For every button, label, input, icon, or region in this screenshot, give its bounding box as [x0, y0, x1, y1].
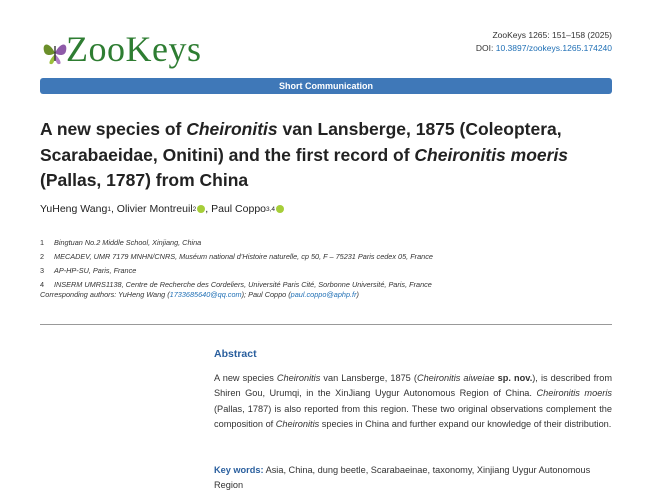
doi-label: DOI:: [475, 43, 494, 53]
journal-meta: [476, 29, 612, 55]
keywords: [214, 463, 612, 494]
affiliation-item: 3 AP-HP-SU, Paris, France: [40, 265, 137, 275]
abstract-text: A new species Cheironitis van Lansberge, 1875 (Cheironitis aiweiae sp. nov.), is described from Shiren Gou, Urumqi, in the XinJiang Uygur Autonomous Region of China. Cheironitis moeris (Pallas, 1787) is also reported from this region. These two original observations complement the composition of Cheironitis species in China and further expand our knowledge of their distribution.: [214, 373, 612, 429]
doi-line: [476, 42, 612, 55]
doi-link[interactable]: 10.3897/zookeys.1265.174240: [495, 43, 612, 53]
affiliations: [40, 235, 433, 292]
author-name[interactable]: Paul Coppo: [211, 203, 266, 215]
author-affil-ref: 1: [107, 205, 111, 213]
affiliation-item: 2 MECADEV, UMR 7179 MNHN/CNRS, Muséum national d’Histoire naturelle, cp 50, F – 75231 Paris cedex 05, France: [40, 251, 433, 261]
abstract-heading: Abstract: [214, 348, 257, 360]
keywords-label: Key words:: [214, 465, 264, 475]
logo-text: ZooKeys: [66, 29, 202, 69]
keywords-text: Asia, China, dung beetle, Scarabaeinae, taxonomy, Xinjiang Uygur Autonomous Region: [214, 465, 591, 491]
author-list: YuHeng Wang 1 , Olivier Montreuil 2 , Paul Coppo 3,4: [40, 203, 284, 215]
affiliation-item: 1 Bingtuan No.2 Middle School, Xinjiang, China: [40, 237, 202, 247]
orcid-icon[interactable]: [197, 205, 205, 213]
email-link[interactable]: paul.coppo@aphp.fr: [290, 290, 357, 299]
author-name[interactable]: YuHeng Wang: [40, 203, 108, 215]
email-link[interactable]: 1733685640@qq.com: [169, 290, 242, 299]
article-title: A new species of Cheironitis van Lansberge, 1875 (Coleoptera, Scarabaeidae, Onitini) and the first record of Cheironitis moeris (Pallas, 1787) from China: [40, 119, 569, 190]
article-type-banner: Short Communication: [40, 78, 612, 94]
zookeys-logo[interactable]: [40, 31, 201, 67]
orcid-icon[interactable]: [276, 205, 284, 213]
author-name[interactable]: Olivier Montreuil: [116, 203, 193, 215]
author-affil-ref: 2: [192, 205, 197, 213]
corresponding-authors: Corresponding authors: YuHeng Wang (1733685640@qq.com); Paul Coppo (paul.coppo@aphp.fr): [40, 290, 359, 299]
citation: ZooKeys 1265: 151–158 (2025): [492, 30, 612, 40]
divider: [40, 324, 612, 325]
author-affil-ref: 3,4: [266, 205, 276, 213]
affiliation-item: 4 INSERM UMRS1138, Centre de Recherche des Cordeliers, Université Paris Cité, Sorbonne Université, Paris, France: [40, 280, 432, 290]
